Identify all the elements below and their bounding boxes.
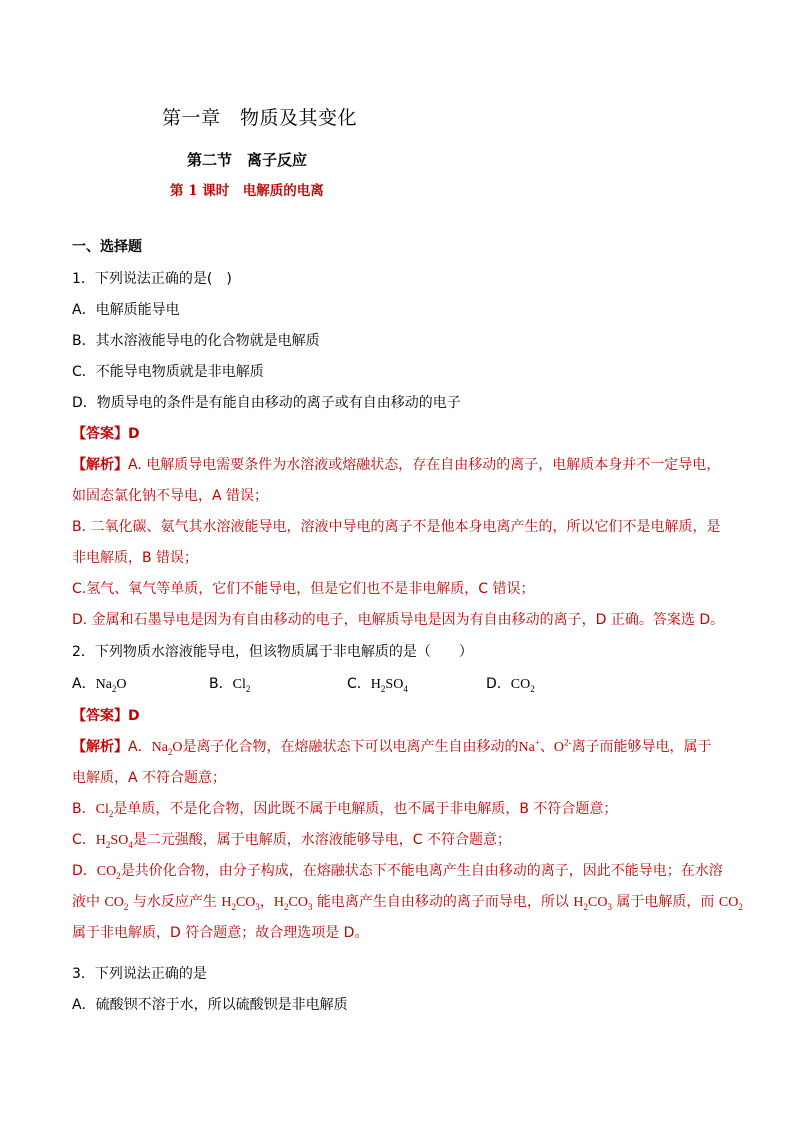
q2-answer: 【答案】D [72, 708, 140, 724]
q1-option-b: B．其水溶液能导电的化合物就是电解质 [72, 333, 320, 349]
part-title: 一、选择题 [72, 239, 142, 255]
q3-option-a: A．硫酸钡不溶于水，所以硫酸钡是非电解质 [72, 997, 348, 1013]
q1-stem: 1．下列说法正确的是( ) [72, 271, 232, 287]
q1-analysis-line-5: C.氢气、氧气等单质，它们不能导电，但是它们也不是非电解质，C 错误； [72, 581, 535, 597]
q2-analysis-line-3: B．$Cl_2$是单质，不是化合物，因此既不属于电解质，也不属于非电解质，B 不符合题意； [72, 801, 618, 819]
q2-analysis-line-7: 属于非电解质，D 符合题意；故合理选项是 D。 [72, 925, 369, 941]
lesson-title: 第 1 课时 电解质的电离 [170, 183, 324, 199]
q2-analysis-line-5: D．$CO_2$是共价化合物，由分子构成，在熔融状态下不能电离产生自由移动的离子，因此不能导电；在水溶 [72, 863, 723, 881]
q1-analysis-line-1 [72, 454, 720, 474]
section-title: 第二节 离子反应 [187, 151, 308, 169]
q1-analysis-label: 【解析】 [72, 457, 128, 473]
q1-option-a: A．电解质能导电 [72, 302, 180, 318]
q2-stem: 2．下列物质水溶液能导电，但该物质属于非电解质的是（ ） [72, 644, 473, 660]
q2-option-c: C．$H_2SO_4$ [347, 676, 408, 694]
q1-answer: 【答案】D [72, 426, 140, 442]
chapter-title: 第一章 物质及其变化 [162, 107, 358, 129]
q2-analysis-line-6: 液中 $CO_2$ 与水反应产生 $H_2CO_3$，$H_2CO_3$ 能电离产生自由移动的离子而导电，所以 $H_2CO_3$ 属于电解质，而 $CO_2$ [72, 894, 743, 912]
q2-analysis-label: 【解析】 [72, 739, 128, 755]
q2-option-d: D．$CO_2$ [486, 676, 535, 694]
q2-option-a: A．$Na_2O$ [72, 676, 127, 694]
q2-analysis-line-1: 【解析】A．$Na_2O$是离子化合物，在熔融状态下可以电离产生自由移动的Na+、$O^{2-}$离子而能够导电，属于 [72, 737, 712, 757]
q1-analysis-line-4: 非电解质，B 错误； [72, 550, 199, 566]
q3-stem: 3．下列说法正确的是 [72, 966, 207, 982]
q1-analysis-line-3: B. 二氧化碳、氨气其水溶液能导电，溶液中导电的离子不是他本身电离产生的，所以它们不是电解质，是 [72, 519, 721, 535]
q2-analysis-line-2: 电解质，A 不符合题意； [72, 770, 227, 786]
q1-analysis-text-1: A. 电解质导电需要条件为水溶液或熔融状态，存在自由移动的离子，电解质本身并不一定导电， [128, 457, 721, 473]
q1-analysis-line-6: D. 金属和石墨导电是因为有自由移动的电子，电解质导电是因为有自由移动的离子，D 正确。答案选 D。 [72, 612, 725, 628]
q1-option-d: D．物质导电的条件是有能自由移动的离子或有自由移动的电子 [72, 395, 461, 411]
q2-analysis-line-4: C．$H_2SO_4$是二元强酸，属于电解质，水溶液能够导电，C 不符合题意； [72, 832, 512, 850]
q2-option-b: B．$Cl_2$ [209, 676, 251, 694]
q1-option-c: C．不能导电物质就是非电解质 [72, 364, 264, 380]
q1-analysis-line-2: 如固态氯化钠不导电，A 错误； [72, 488, 269, 504]
